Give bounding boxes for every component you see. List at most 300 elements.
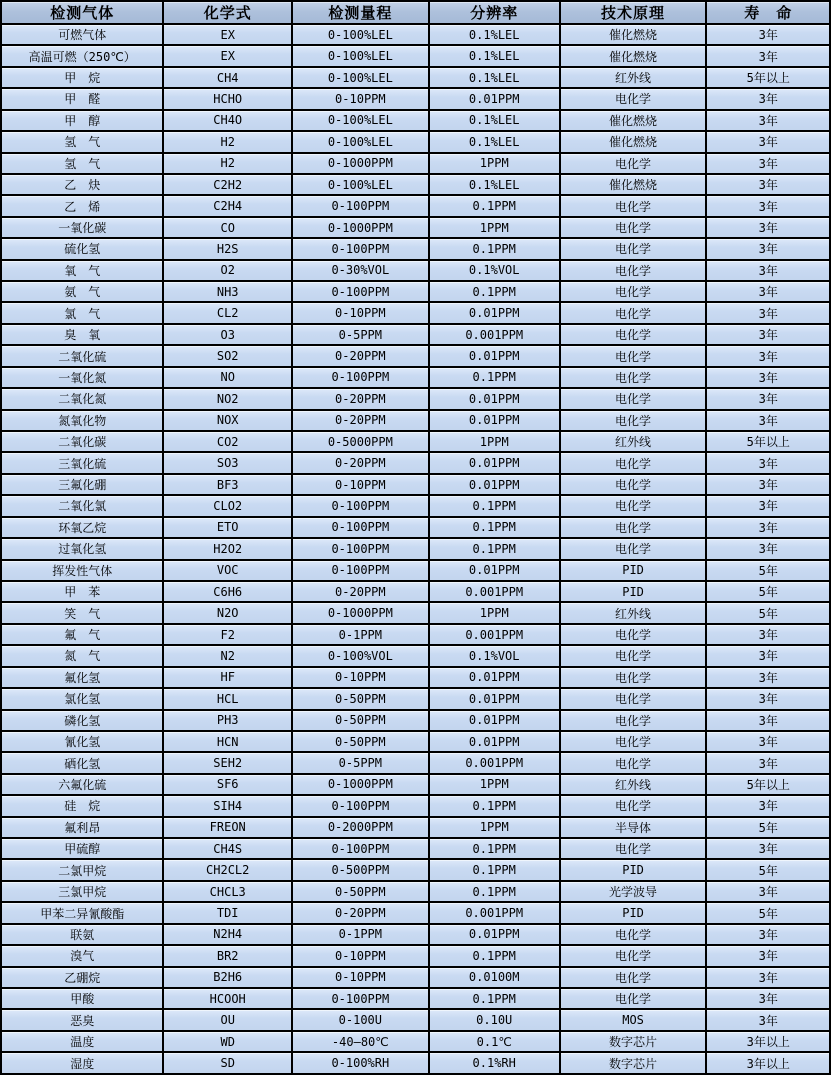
cell-technology: 电化学	[560, 195, 707, 216]
cell-lifespan: 3年	[706, 153, 830, 174]
table-row	[1, 817, 830, 838]
cell-gas: 氮氧化物	[1, 410, 163, 431]
cell-formula: VOC	[163, 560, 291, 581]
cell-gas: 氟 气	[1, 624, 163, 645]
cell-resolution: 0.01PPM	[429, 302, 560, 323]
cell-lifespan: 5年	[706, 560, 830, 581]
cell-lifespan: 3年	[706, 217, 830, 238]
column-header-formula: 化学式	[163, 1, 291, 24]
table-row	[1, 45, 830, 66]
cell-resolution: 0.1PPM	[429, 838, 560, 859]
cell-range: 0-1000PPM	[292, 153, 429, 174]
cell-resolution: 1PPM	[429, 817, 560, 838]
cell-technology: 电化学	[560, 710, 707, 731]
cell-range: 0-500PPM	[292, 859, 429, 880]
table-row	[1, 495, 830, 516]
cell-formula: CH4O	[163, 110, 291, 131]
cell-lifespan: 3年	[706, 881, 830, 902]
table-row	[1, 581, 830, 602]
cell-gas: 甲酸	[1, 988, 163, 1009]
cell-technology: 电化学	[560, 624, 707, 645]
header-row	[1, 1, 830, 24]
cell-technology: 电化学	[560, 688, 707, 709]
cell-range: 0-10PPM	[292, 474, 429, 495]
table-row	[1, 667, 830, 688]
cell-technology: 催化燃烧	[560, 131, 707, 152]
table-row	[1, 624, 830, 645]
table-row	[1, 795, 830, 816]
table-row	[1, 602, 830, 623]
cell-lifespan: 3年	[706, 24, 830, 45]
cell-resolution: 0.1PPM	[429, 538, 560, 559]
table-header	[1, 1, 830, 24]
cell-lifespan: 3年	[706, 174, 830, 195]
table-row	[1, 153, 830, 174]
cell-formula: NOX	[163, 410, 291, 431]
cell-technology: 电化学	[560, 88, 707, 109]
cell-lifespan: 5年	[706, 902, 830, 923]
cell-resolution: 0.1%VOL	[429, 645, 560, 666]
cell-resolution: 0.001PPM	[429, 581, 560, 602]
cell-resolution: 0.01PPM	[429, 924, 560, 945]
cell-lifespan: 3年	[706, 88, 830, 109]
cell-technology: 数字芯片	[560, 1031, 707, 1052]
cell-technology: 电化学	[560, 967, 707, 988]
cell-resolution: 0.001PPM	[429, 324, 560, 345]
cell-technology: 电化学	[560, 153, 707, 174]
cell-lifespan: 3年	[706, 45, 830, 66]
cell-formula: CH2CL2	[163, 859, 291, 880]
cell-lifespan: 3年	[706, 710, 830, 731]
table-row	[1, 324, 830, 345]
cell-technology: 电化学	[560, 495, 707, 516]
cell-resolution: 0.0100M	[429, 967, 560, 988]
cell-gas: 甲 醇	[1, 110, 163, 131]
cell-gas: 过氧化氢	[1, 538, 163, 559]
cell-resolution: 0.01PPM	[429, 345, 560, 366]
cell-formula: HCL	[163, 688, 291, 709]
cell-resolution: 0.1℃	[429, 1031, 560, 1052]
table-row	[1, 67, 830, 88]
table-row	[1, 474, 830, 495]
cell-technology: 电化学	[560, 410, 707, 431]
cell-technology: 电化学	[560, 645, 707, 666]
cell-resolution: 1PPM	[429, 153, 560, 174]
cell-resolution: 0.1PPM	[429, 495, 560, 516]
cell-formula: CO2	[163, 431, 291, 452]
cell-formula: HCN	[163, 731, 291, 752]
cell-technology: 电化学	[560, 474, 707, 495]
cell-formula: BF3	[163, 474, 291, 495]
table-row	[1, 410, 830, 431]
table-row	[1, 110, 830, 131]
cell-gas: 一氧化氮	[1, 367, 163, 388]
cell-gas: 联氨	[1, 924, 163, 945]
cell-range: 0-50PPM	[292, 881, 429, 902]
cell-range: 0-100%LEL	[292, 24, 429, 45]
cell-resolution: 0.001PPM	[429, 752, 560, 773]
cell-range: 0-100%VOL	[292, 645, 429, 666]
cell-range: 0-20PPM	[292, 410, 429, 431]
cell-formula: F2	[163, 624, 291, 645]
cell-resolution: 0.01PPM	[429, 452, 560, 473]
cell-range: 0-100PPM	[292, 281, 429, 302]
cell-gas: 硅 烷	[1, 795, 163, 816]
cell-resolution: 1PPM	[429, 431, 560, 452]
cell-formula: SD	[163, 1052, 291, 1074]
table-row	[1, 431, 830, 452]
cell-range: 0-20PPM	[292, 902, 429, 923]
cell-gas: 溴气	[1, 945, 163, 966]
cell-resolution: 0.01PPM	[429, 731, 560, 752]
cell-range: 0-100PPM	[292, 195, 429, 216]
cell-formula: C2H2	[163, 174, 291, 195]
cell-formula: CHCL3	[163, 881, 291, 902]
cell-resolution: 0.01PPM	[429, 388, 560, 409]
cell-technology: PID	[560, 902, 707, 923]
cell-formula: SIH4	[163, 795, 291, 816]
cell-lifespan: 3年	[706, 667, 830, 688]
cell-gas: 环氧乙烷	[1, 517, 163, 538]
cell-range: 0-20PPM	[292, 388, 429, 409]
cell-technology: 电化学	[560, 517, 707, 538]
cell-lifespan: 3年	[706, 345, 830, 366]
cell-technology: 电化学	[560, 367, 707, 388]
cell-resolution: 0.1%LEL	[429, 174, 560, 195]
table-row	[1, 710, 830, 731]
cell-formula: SEH2	[163, 752, 291, 773]
table-row	[1, 774, 830, 795]
cell-formula: NO	[163, 367, 291, 388]
cell-formula: EX	[163, 24, 291, 45]
cell-formula: NH3	[163, 281, 291, 302]
cell-gas: 氰化氢	[1, 731, 163, 752]
cell-lifespan: 3年	[706, 474, 830, 495]
table-row	[1, 367, 830, 388]
cell-resolution: 0.01PPM	[429, 474, 560, 495]
cell-gas: 甲 苯	[1, 581, 163, 602]
cell-lifespan: 3年	[706, 924, 830, 945]
cell-lifespan: 3年	[706, 967, 830, 988]
cell-technology: 电化学	[560, 302, 707, 323]
cell-resolution: 1PPM	[429, 602, 560, 623]
table-row	[1, 1009, 830, 1030]
cell-gas: 硒化氢	[1, 752, 163, 773]
cell-resolution: 0.1PPM	[429, 795, 560, 816]
cell-resolution: 0.1%LEL	[429, 45, 560, 66]
cell-resolution: 0.1PPM	[429, 367, 560, 388]
cell-lifespan: 3年	[706, 731, 830, 752]
cell-lifespan: 5年以上	[706, 67, 830, 88]
table-row	[1, 688, 830, 709]
cell-lifespan: 3年	[706, 367, 830, 388]
cell-range: 0-10PPM	[292, 667, 429, 688]
cell-technology: 电化学	[560, 260, 707, 281]
cell-formula: CL2	[163, 302, 291, 323]
cell-gas: 氯化氢	[1, 688, 163, 709]
table-row	[1, 1052, 830, 1074]
cell-resolution: 0.01PPM	[429, 88, 560, 109]
cell-technology: 半导体	[560, 817, 707, 838]
cell-lifespan: 3年以上	[706, 1052, 830, 1074]
cell-technology: 催化燃烧	[560, 45, 707, 66]
column-header-resolution: 分辨率	[429, 1, 560, 24]
cell-formula: O2	[163, 260, 291, 281]
cell-formula: H2	[163, 131, 291, 152]
table-row	[1, 945, 830, 966]
cell-formula: ETO	[163, 517, 291, 538]
table-row	[1, 1031, 830, 1052]
cell-gas: 甲苯二异氰酸酯	[1, 902, 163, 923]
cell-range: 0-1PPM	[292, 624, 429, 645]
cell-gas: 乙硼烷	[1, 967, 163, 988]
cell-resolution: 1PPM	[429, 774, 560, 795]
table-body	[1, 24, 830, 1074]
cell-gas: 二氧化硫	[1, 345, 163, 366]
cell-resolution: 0.10U	[429, 1009, 560, 1030]
cell-gas: 一氧化碳	[1, 217, 163, 238]
cell-range: 0-10PPM	[292, 945, 429, 966]
cell-range: 0-100U	[292, 1009, 429, 1030]
cell-resolution: 0.1%LEL	[429, 110, 560, 131]
table-row	[1, 260, 830, 281]
cell-lifespan: 3年	[706, 645, 830, 666]
cell-technology: 电化学	[560, 345, 707, 366]
cell-formula: C2H4	[163, 195, 291, 216]
cell-gas: 臭 氧	[1, 324, 163, 345]
cell-formula: H2	[163, 153, 291, 174]
cell-range: 0-50PPM	[292, 731, 429, 752]
cell-range: 0-10PPM	[292, 302, 429, 323]
table-row	[1, 281, 830, 302]
table-row	[1, 517, 830, 538]
cell-lifespan: 5年	[706, 602, 830, 623]
cell-formula: OU	[163, 1009, 291, 1030]
cell-lifespan: 3年	[706, 281, 830, 302]
cell-formula: WD	[163, 1031, 291, 1052]
cell-technology: 电化学	[560, 731, 707, 752]
cell-lifespan: 3年	[706, 517, 830, 538]
cell-gas: 恶臭	[1, 1009, 163, 1030]
table-row	[1, 302, 830, 323]
cell-gas: 乙 烯	[1, 195, 163, 216]
cell-range: 0-5PPM	[292, 324, 429, 345]
cell-lifespan: 3年	[706, 410, 830, 431]
cell-technology: 光学波导	[560, 881, 707, 902]
cell-lifespan: 3年	[706, 538, 830, 559]
cell-technology: 电化学	[560, 838, 707, 859]
cell-gas: 三氧化硫	[1, 452, 163, 473]
table-row	[1, 88, 830, 109]
cell-gas: 六氟化硫	[1, 774, 163, 795]
cell-gas: 氧 气	[1, 260, 163, 281]
cell-technology: 电化学	[560, 324, 707, 345]
cell-technology: 电化学	[560, 924, 707, 945]
cell-resolution: 0.001PPM	[429, 624, 560, 645]
cell-technology: 电化学	[560, 281, 707, 302]
cell-gas: 甲 醛	[1, 88, 163, 109]
cell-range: 0-100%RH	[292, 1052, 429, 1074]
table-row	[1, 859, 830, 880]
cell-formula: CO	[163, 217, 291, 238]
cell-formula: N2H4	[163, 924, 291, 945]
cell-gas: 氯 气	[1, 302, 163, 323]
cell-resolution: 0.1%RH	[429, 1052, 560, 1074]
cell-technology: 电化学	[560, 795, 707, 816]
cell-range: 0-100PPM	[292, 238, 429, 259]
cell-lifespan: 3年	[706, 945, 830, 966]
cell-range: 0-100%LEL	[292, 67, 429, 88]
cell-gas: 温度	[1, 1031, 163, 1052]
cell-gas: 二氧化氯	[1, 495, 163, 516]
cell-formula: SF6	[163, 774, 291, 795]
cell-range: 0-50PPM	[292, 688, 429, 709]
cell-gas: 二氧化碳	[1, 431, 163, 452]
cell-resolution: 0.1PPM	[429, 881, 560, 902]
cell-formula: B2H6	[163, 967, 291, 988]
cell-range: 0-20PPM	[292, 345, 429, 366]
cell-lifespan: 3年	[706, 388, 830, 409]
cell-technology: 电化学	[560, 238, 707, 259]
cell-gas: 氟化氢	[1, 667, 163, 688]
cell-range: 0-100%LEL	[292, 45, 429, 66]
cell-lifespan: 3年以上	[706, 1031, 830, 1052]
cell-range: 0-5000PPM	[292, 431, 429, 452]
cell-technology: 电化学	[560, 667, 707, 688]
cell-technology: PID	[560, 560, 707, 581]
cell-lifespan: 3年	[706, 795, 830, 816]
cell-formula: HCHO	[163, 88, 291, 109]
cell-formula: CH4S	[163, 838, 291, 859]
cell-gas: 氮 气	[1, 645, 163, 666]
cell-gas: 湿度	[1, 1052, 163, 1074]
table-row	[1, 388, 830, 409]
cell-range: 0-2000PPM	[292, 817, 429, 838]
cell-gas: 甲 烷	[1, 67, 163, 88]
cell-technology: PID	[560, 581, 707, 602]
table-row	[1, 538, 830, 559]
cell-range: 0-100PPM	[292, 795, 429, 816]
cell-range: 0-1PPM	[292, 924, 429, 945]
cell-gas: 磷化氢	[1, 710, 163, 731]
cell-gas: 硫化氢	[1, 238, 163, 259]
cell-resolution: 0.1PPM	[429, 281, 560, 302]
cell-gas: 氟利昂	[1, 817, 163, 838]
cell-technology: 催化燃烧	[560, 110, 707, 131]
cell-gas: 二氯甲烷	[1, 859, 163, 880]
cell-resolution: 0.1PPM	[429, 195, 560, 216]
cell-lifespan: 3年	[706, 838, 830, 859]
cell-technology: 数字芯片	[560, 1052, 707, 1074]
table-row	[1, 174, 830, 195]
table-row	[1, 560, 830, 581]
cell-technology: 电化学	[560, 388, 707, 409]
cell-formula: CLO2	[163, 495, 291, 516]
table-row	[1, 881, 830, 902]
cell-formula: N2	[163, 645, 291, 666]
cell-range: 0-100%LEL	[292, 131, 429, 152]
cell-range: 0-30%VOL	[292, 260, 429, 281]
cell-lifespan: 5年以上	[706, 774, 830, 795]
table-row	[1, 967, 830, 988]
cell-lifespan: 3年	[706, 624, 830, 645]
cell-formula: TDI	[163, 902, 291, 923]
cell-resolution: 0.01PPM	[429, 410, 560, 431]
table-row	[1, 838, 830, 859]
cell-gas: 三氟化硼	[1, 474, 163, 495]
cell-formula: H2O2	[163, 538, 291, 559]
cell-formula: NO2	[163, 388, 291, 409]
cell-gas: 氨 气	[1, 281, 163, 302]
cell-lifespan: 3年	[706, 495, 830, 516]
cell-technology: 红外线	[560, 602, 707, 623]
cell-lifespan: 3年	[706, 988, 830, 1009]
cell-lifespan: 3年	[706, 452, 830, 473]
cell-technology: 催化燃烧	[560, 24, 707, 45]
cell-technology: 电化学	[560, 988, 707, 1009]
cell-range: 0-100%LEL	[292, 174, 429, 195]
cell-formula: BR2	[163, 945, 291, 966]
cell-resolution: 0.01PPM	[429, 560, 560, 581]
cell-lifespan: 5年	[706, 817, 830, 838]
cell-resolution: 0.1PPM	[429, 945, 560, 966]
cell-range: 0-20PPM	[292, 581, 429, 602]
table-row	[1, 752, 830, 773]
cell-resolution: 0.1%LEL	[429, 131, 560, 152]
cell-range: 0-100PPM	[292, 517, 429, 538]
cell-technology: 电化学	[560, 945, 707, 966]
cell-technology: 红外线	[560, 774, 707, 795]
cell-technology: 电化学	[560, 752, 707, 773]
cell-range: 0-100PPM	[292, 838, 429, 859]
table-row	[1, 345, 830, 366]
table-row	[1, 645, 830, 666]
cell-formula: O3	[163, 324, 291, 345]
cell-gas: 可燃气体	[1, 24, 163, 45]
cell-range: 0-1000PPM	[292, 602, 429, 623]
column-header-technology: 技术原理	[560, 1, 707, 24]
cell-range: 0-100PPM	[292, 495, 429, 516]
cell-technology: 电化学	[560, 452, 707, 473]
cell-technology: 电化学	[560, 538, 707, 559]
cell-technology: 红外线	[560, 67, 707, 88]
column-header-range: 检测量程	[292, 1, 429, 24]
cell-lifespan: 3年	[706, 752, 830, 773]
cell-formula: EX	[163, 45, 291, 66]
cell-range: 0-50PPM	[292, 710, 429, 731]
cell-lifespan: 3年	[706, 688, 830, 709]
cell-resolution: 0.1%LEL	[429, 24, 560, 45]
cell-range: -40—80℃	[292, 1031, 429, 1052]
cell-lifespan: 5年	[706, 859, 830, 880]
cell-resolution: 0.1PPM	[429, 517, 560, 538]
cell-lifespan: 3年	[706, 1009, 830, 1030]
table-row	[1, 731, 830, 752]
cell-formula: H2S	[163, 238, 291, 259]
cell-formula: HF	[163, 667, 291, 688]
cell-gas: 甲硫醇	[1, 838, 163, 859]
cell-resolution: 0.01PPM	[429, 710, 560, 731]
cell-gas: 笑 气	[1, 602, 163, 623]
table-row	[1, 238, 830, 259]
cell-resolution: 1PPM	[429, 217, 560, 238]
cell-range: 0-1000PPM	[292, 774, 429, 795]
cell-resolution: 0.001PPM	[429, 902, 560, 923]
cell-lifespan: 3年	[706, 110, 830, 131]
cell-technology: 催化燃烧	[560, 174, 707, 195]
cell-resolution: 0.01PPM	[429, 667, 560, 688]
cell-range: 0-100PPM	[292, 538, 429, 559]
